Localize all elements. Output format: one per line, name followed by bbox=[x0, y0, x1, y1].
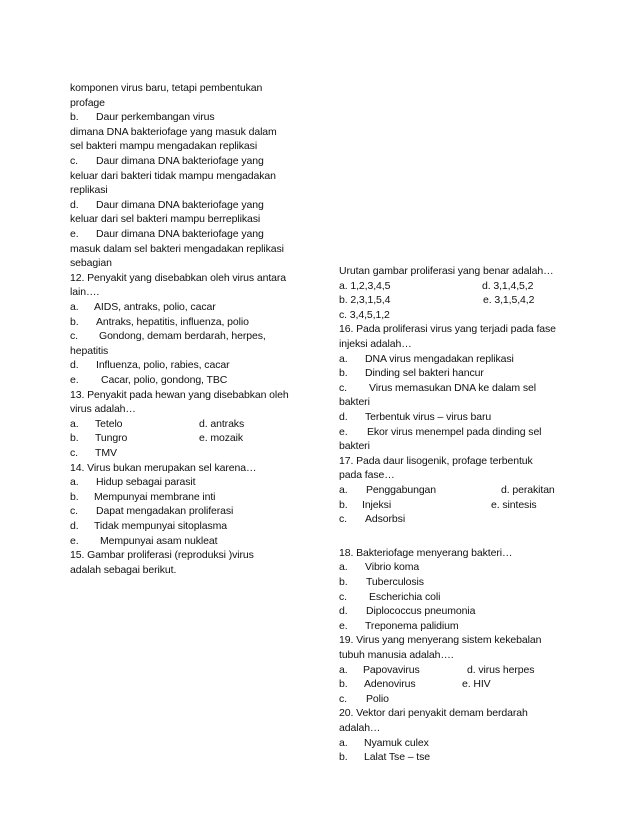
option-letter: d. bbox=[70, 359, 79, 372]
option-text: Mempunyai membrane inti bbox=[94, 490, 216, 503]
option-text: Tuberculosis bbox=[366, 576, 424, 588]
option-letter: c. bbox=[70, 155, 78, 167]
option-right-text: e. 3,1,5,4,2 bbox=[483, 294, 535, 307]
line-text: 16. Pada proliferasi virus yang terjadi pada fase bbox=[339, 323, 556, 336]
option-text: Lalat Tse – tse bbox=[364, 751, 431, 764]
line-text: sebagian bbox=[70, 257, 112, 270]
option-letter: a. bbox=[339, 736, 348, 749]
line-text: injeksi adalah… bbox=[339, 338, 412, 350]
option-letter: a. bbox=[70, 476, 79, 489]
line-text: masuk dalam sel bakteri mengadakan replikasi bbox=[70, 242, 284, 255]
option-right-text: d. virus herpes bbox=[467, 663, 535, 676]
option-right-text: d. perakitan bbox=[501, 484, 555, 496]
option-text: Cacar, polio, gondong, TBC bbox=[101, 374, 228, 386]
option-letter: c. bbox=[70, 330, 78, 343]
option-text: Daur dimana DNA bakteriofage yang bbox=[96, 228, 264, 240]
option-right-text: d. antraks bbox=[199, 417, 245, 430]
option-letter: b. bbox=[70, 315, 79, 328]
option-text: Tetelo bbox=[95, 417, 123, 430]
line-text: pada fase… bbox=[339, 469, 395, 482]
option-letter: d. bbox=[339, 605, 348, 618]
option-text: Ekor virus menempel pada dinding sel bbox=[367, 425, 542, 438]
option-text: Virus memasukan DNA ke dalam sel bbox=[369, 381, 537, 394]
option-text: Hidup sebagai parasit bbox=[96, 476, 196, 489]
line-text: c. 3,4,5,1,2 bbox=[339, 308, 390, 321]
line-text: b. 2,3,1,5,4 bbox=[339, 294, 391, 307]
option-letter: a. bbox=[339, 484, 348, 496]
option-letter: d. bbox=[339, 411, 348, 423]
option-right-text: e. mozaik bbox=[199, 432, 244, 445]
line-text: 20. Vektor dari penyakit demam berdarah bbox=[339, 707, 528, 720]
line-text: 15. Gambar proliferasi (reproduksi )virus bbox=[70, 549, 254, 562]
line-text: adalah… bbox=[339, 722, 381, 734]
option-letter: a. bbox=[70, 301, 79, 313]
line-text: hepatitis bbox=[70, 344, 109, 357]
option-text: Polio bbox=[366, 692, 389, 705]
option-letter: c. bbox=[339, 381, 347, 394]
option-text: Terbentuk virus – virus baru bbox=[365, 411, 492, 423]
option-text: Dinding sel bakteri hancur bbox=[365, 367, 484, 380]
option-right-text: e. HIV bbox=[462, 678, 491, 691]
option-letter: c. bbox=[339, 692, 347, 705]
option-text: Tidak mempunyai sitoplasma bbox=[94, 520, 227, 532]
option-text: Diplococcus pneumonia bbox=[366, 605, 476, 618]
line-text: bakteri bbox=[339, 396, 370, 409]
option-text: Papovavirus bbox=[363, 663, 420, 676]
option-letter: b. bbox=[70, 111, 79, 124]
line-text: 12. Penyakit yang disebabkan oleh virus antara bbox=[70, 271, 287, 284]
option-letter: b. bbox=[339, 367, 348, 380]
option-text: Mempunyai asam nukleat bbox=[100, 534, 218, 547]
option-text: Daur dimana DNA bakteriofage yang bbox=[96, 198, 264, 211]
option-letter: e. bbox=[70, 374, 79, 386]
line-text: tubuh manusia adalah…. bbox=[339, 649, 454, 661]
line-text: 14. Virus bukan merupakan sel karena… bbox=[70, 461, 257, 474]
option-text: Escherichia coli bbox=[369, 590, 441, 603]
option-letter: c. bbox=[70, 505, 78, 518]
option-letter: b. bbox=[70, 432, 79, 445]
option-text: DNA virus mengadakan replikasi bbox=[365, 352, 514, 365]
option-text: Tungro bbox=[95, 432, 128, 445]
option-letter: c. bbox=[339, 513, 347, 526]
line-text: keluar dari sel bakteri mampu berreplikasi bbox=[70, 213, 261, 226]
line-text: lain…. bbox=[70, 286, 100, 299]
line-text: 19. Virus yang menyerang sistem kekebalan bbox=[339, 634, 542, 647]
option-text: Gondong, demam berdarah, herpes, bbox=[99, 330, 266, 343]
line-text: virus adalah… bbox=[70, 403, 136, 416]
option-text: Vibrio koma bbox=[365, 561, 420, 574]
option-text: Nyamuk culex bbox=[364, 736, 429, 749]
line-text: replikasi bbox=[70, 184, 108, 197]
option-letter: b. bbox=[339, 678, 348, 691]
option-text: Daur perkembangan virus bbox=[96, 111, 215, 124]
option-letter: c. bbox=[339, 590, 347, 603]
line-text: sel bakteri mampu mengadakan replikasi bbox=[70, 140, 258, 153]
option-text: Dapat mengadakan proliferasi bbox=[96, 505, 234, 518]
option-letter: e. bbox=[339, 619, 348, 632]
option-right-text: e. sintesis bbox=[491, 498, 537, 511]
line-text: bakteri bbox=[339, 440, 370, 453]
option-letter: d. bbox=[70, 520, 79, 532]
option-letter: b. bbox=[339, 751, 348, 764]
option-letter: d. bbox=[70, 198, 79, 211]
line-text: adalah sebagai berikut. bbox=[70, 563, 177, 576]
option-letter: a. bbox=[339, 561, 348, 574]
line-text: profage bbox=[70, 96, 105, 109]
line-text: 17. Pada daur lisogenik, profage terbentuk bbox=[339, 454, 533, 467]
line-text: dimana DNA bakteriofage yang masuk dalam bbox=[70, 125, 277, 138]
option-text: Penggabungan bbox=[366, 484, 437, 496]
option-letter: e. bbox=[70, 534, 79, 547]
line-text: Urutan gambar proliferasi yang benar adalah… bbox=[339, 265, 554, 277]
option-letter: e. bbox=[70, 228, 79, 240]
option-letter: c. bbox=[70, 447, 78, 459]
line-text: komponen virus baru, tetapi pembentukan bbox=[70, 82, 263, 94]
option-letter: b. bbox=[339, 576, 348, 588]
option-letter: b. bbox=[339, 498, 348, 511]
option-letter: e. bbox=[339, 425, 348, 438]
line-text: 18. Bakteriofage menyerang bakteri… bbox=[339, 546, 513, 559]
option-text: Antraks, hepatitis, influenza, polio bbox=[96, 315, 249, 328]
option-text: Daur dimana DNA bakteriofage yang bbox=[96, 155, 264, 167]
line-text: 13. Penyakit pada hewan yang disebabkan oleh bbox=[70, 388, 289, 401]
option-text: Treponema palidium bbox=[365, 619, 459, 632]
option-letter: a. bbox=[339, 352, 348, 365]
option-text: AIDS, antraks, polio, cacar bbox=[94, 301, 216, 313]
option-letter: b. bbox=[70, 490, 79, 503]
option-text: Injeksi bbox=[362, 498, 392, 511]
line-text: a. 1,2,3,4,5 bbox=[339, 279, 391, 292]
option-text: Influenza, polio, rabies, cacar bbox=[96, 359, 230, 372]
option-right-text: d. 3,1,4,5,2 bbox=[482, 279, 534, 292]
line-text: keluar dari bakteri tidak mampu mengadakan bbox=[70, 169, 276, 182]
option-letter: a. bbox=[70, 417, 79, 430]
option-text: Adsorbsi bbox=[365, 513, 406, 526]
option-text: TMV bbox=[95, 447, 117, 459]
option-letter: a. bbox=[339, 663, 348, 676]
option-text: Adenovirus bbox=[364, 678, 416, 691]
